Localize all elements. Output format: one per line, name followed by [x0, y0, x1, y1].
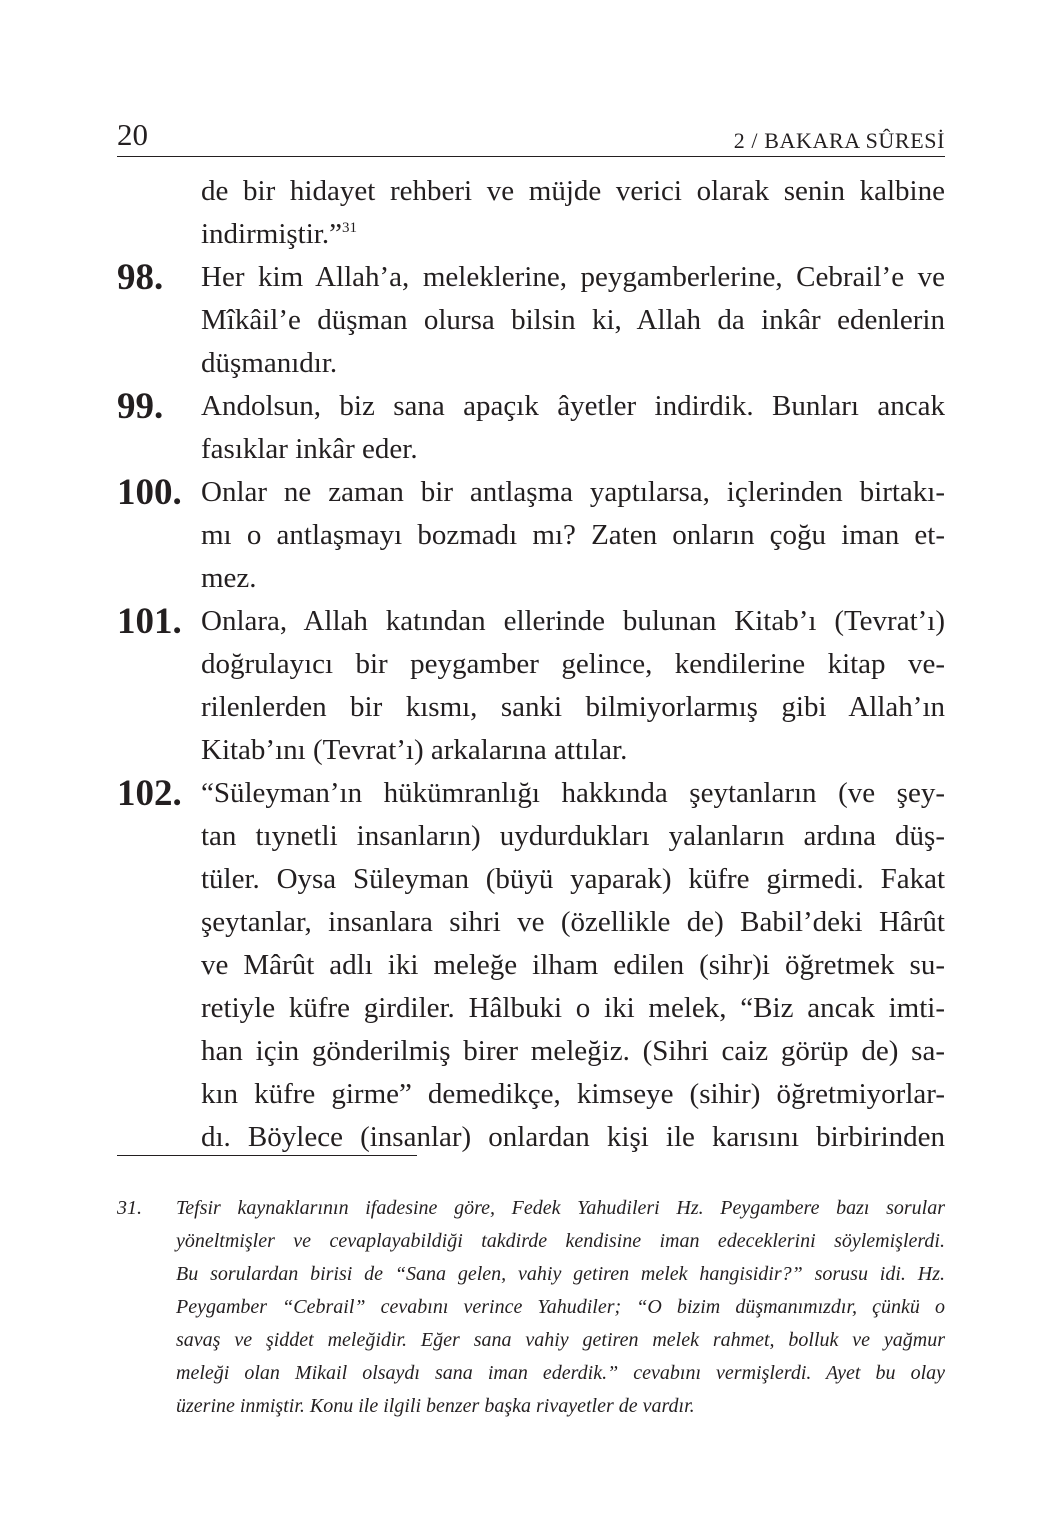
text-line: dı. Böylece (insanlar) onlardan kişi ile karısını birbirinden [201, 1121, 945, 1153]
footnote-line: Bu sorulardan birisi de “Sana gelen, vahiy getiren melek hangisidir?” sorusu idi. Hz. [176, 1263, 945, 1285]
text-line: fasıklar inkâr eder. [201, 433, 418, 465]
footnote-rule [117, 1155, 417, 1156]
verse-number: 102. [117, 773, 182, 814]
verse-number: 98. [117, 257, 164, 298]
footnote-line: Peygamber “Cebrail” cevabını verince Yahudiler; “O bizim düşmanımızdır, çünkü o [176, 1296, 945, 1318]
footnote-31 [117, 1192, 945, 1423]
text-line: indirmiştir.”$^{31}$ [201, 218, 357, 250]
verse-number: 101. [117, 601, 182, 642]
verse-101 [117, 600, 945, 772]
text-line: ve Mârût adlı iki meleğe ilham edilen (sihr)i öğretmek su- [201, 949, 945, 981]
text-line: mı o antlaşmayı bozmadı mı? Zaten onların çoğu iman et- [201, 519, 945, 551]
text-line: mez. [201, 562, 257, 594]
text-line: retiyle küfre girdiler. Hâlbuki o iki melek, “Biz ancak imti- [201, 992, 945, 1024]
text-line: “Süleyman’ın hükümranlığı hakkında şeytanların (ve şey- [201, 777, 945, 809]
text-line: Kitab’ını (Tevrat’ı) arkalarına attılar. [201, 734, 628, 766]
text-line: Onlara, Allah katından ellerinde bulunan Kitab’ı (Tevrat’ı) [201, 605, 945, 637]
text-line: rilenlerden bir kısmı, sanki bilmiyorlarmış gibi Allah’ın [201, 691, 945, 723]
text-line: han için gönderilmiş birer meleğiz. (Sihri caiz görüp de) sa- [201, 1035, 945, 1067]
footnote-line: üzerine inmiştir. Konu ile ilgili benzer başka rivayetler de vardır. [176, 1395, 695, 1417]
verse-100 [117, 471, 945, 600]
text-line: de bir hidayet rehberi ve müjde verici olarak senin kalbine [201, 175, 945, 207]
footnote-line: yöneltmişler ve cevaplayabildiği takdirde kendisine iman edeceklerini söylemişlerdi. [176, 1230, 945, 1252]
header-rule [117, 156, 945, 157]
footnote-line: Tefsir kaynaklarının ifadesine göre, Fedek Yahudileri Hz. Peygambere bazı sorular [176, 1197, 945, 1219]
continuation-paragraph [117, 170, 945, 256]
verse-98 [117, 256, 945, 385]
verse-102 [117, 772, 945, 1159]
text-line: düşmanıdır. [201, 347, 338, 379]
text-line: şeytanlar, insanlara sihri ve (özellikle de) Babil’deki Hârût [201, 906, 945, 938]
text-line: Onlar ne zaman bir antlaşma yaptılarsa, içlerinden birtakı- [201, 476, 945, 508]
text-line: Andolsun, biz sana apaçık âyetler indirdik. Bunları ancak [201, 390, 945, 422]
text-line: tan tıynetli insanların) uydurdukları yalanların ardına düş- [201, 820, 945, 852]
footnote-line: meleği olan Mikail olsaydı sana iman ederdik.” cevabını vermişlerdi. Ayet bu olay [176, 1362, 945, 1384]
footnote-number: 31. [117, 1197, 142, 1219]
text-line: doğrulayıcı bir peygamber gelince, kendilerine kitap ve- [201, 648, 945, 680]
footnote-line: savaş ve şiddet meleğidir. Eğer sana vahiy getiren melek rahmet, bolluk ve yağmur [176, 1329, 945, 1351]
verse-99 [117, 385, 945, 471]
text-line: Mîkâil’e düşman olursa bilsin ki, Allah da inkâr edenlerin [201, 304, 945, 336]
text-line: Her kim Allah’a, meleklerine, peygamberlerine, Cebrail’e ve [201, 261, 945, 293]
text-line: tüler. Oysa Süleyman (büyü yaparak) küfre girmedi. Fakat [201, 863, 945, 895]
page-number: 20 [117, 117, 148, 152]
verse-number: 100. [117, 472, 182, 513]
verse-text-body [117, 170, 945, 1159]
verse-number: 99. [117, 386, 164, 427]
text-line: kın küfre girme” demedikçe, kimseye (sihir) öğretmiyorlar- [201, 1078, 945, 1110]
footnote-reference[interactable]: 31 [341, 220, 357, 236]
page-header [117, 118, 945, 158]
running-title: 2 / BAKARA SÛRESİ [733, 128, 945, 153]
